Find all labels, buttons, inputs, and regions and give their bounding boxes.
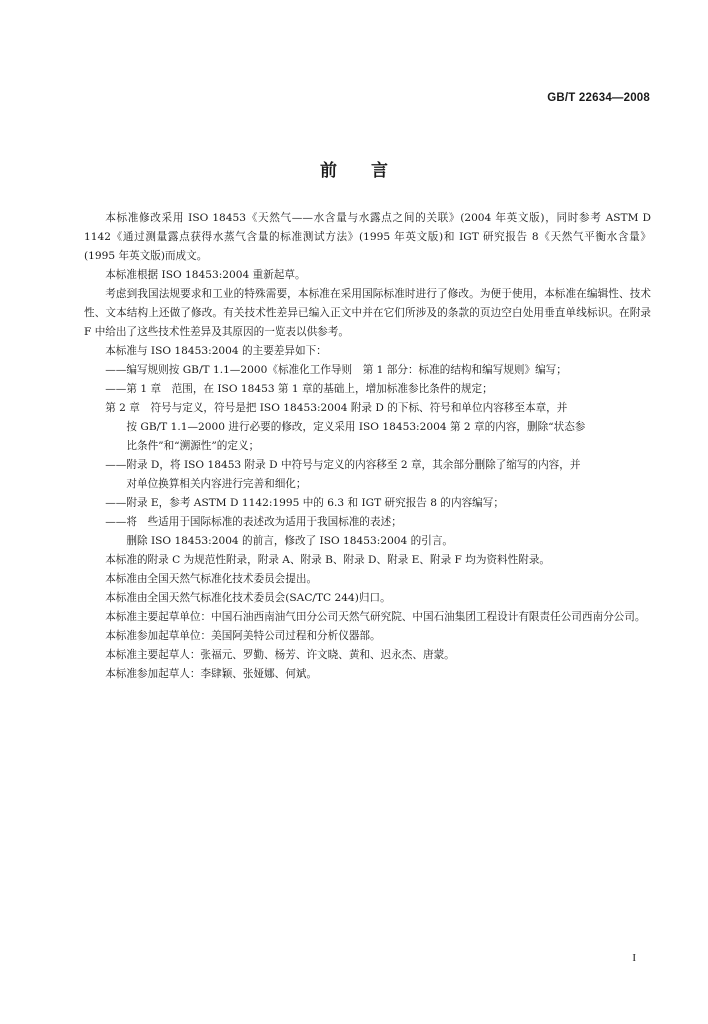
- list-item-continuation: 按 GB/T 1.1—2000 进行必要的修改，定义采用 ISO 18453:2004 第 2 章的内容，删除“状态参: [126, 421, 586, 433]
- paragraph: 本标准根据 ISO 18453:2004 重新起草。: [105, 269, 306, 281]
- paragraph: 本标准主要起草人：张福元、罗勤、杨芳、许文晓、黄和、迟永杰、唐蒙。: [105, 649, 455, 661]
- document-body: [84, 209, 651, 684]
- paragraph: 本标准与 ISO 18453:2004 的主要差异如下：: [105, 345, 327, 357]
- paragraph: 本标准参加起草人：李肆颖、张娅娜、何斌。: [105, 668, 318, 680]
- paragraph: 本标准的附录 C 为规范性附录，附录 A、附录 B、附录 D、附录 E、附录 F 均为资料性附录。: [105, 554, 551, 566]
- page-title: 前言: [320, 161, 422, 181]
- list-item-continuation: 对单位换算相关内容进行完善和细化；: [126, 478, 307, 490]
- list-item: ——第 1 章 范围，在 ISO 18453 第 1 章的基础上，增加标准参比条件的规定；: [105, 383, 493, 395]
- list-item: ——附录 D，将 ISO 18453 附录 D 中符号与定义的内容移至 2 章，其余部分删除了缩写的内容，并: [105, 459, 581, 471]
- paragraph: 本标准参加起草单位：美国阿美特公司过程和分析仪器部。: [105, 630, 381, 642]
- paragraph: 本标准由全国天然气标准化技术委员会(SAC/TC 244)归口。: [105, 592, 391, 604]
- paragraph: 本标准修改采用 ISO 18453《天然气——水含量与水露点之间的关联》(2004 年英文版)，同时参考 ASTM D 1142《通过测量露点获得水蒸气含量的标准测试方法》(1995 年英文版)和 IGT 研究报告 8《天然气平衡水含量》(1995 年英文版)而成文。: [84, 212, 651, 262]
- paragraph: 本标准主要起草单位：中国石油西南油气田分公司天然气研究院、中国石油集团工程设计有限责任公司西南分公司。: [105, 611, 646, 623]
- list-item: ——附录 E，参考 ASTM D 1142:1995 中的 6.3 和 IGT 研究报告 8 的内容编写；: [105, 497, 504, 509]
- paragraph: 考虑到我国法规要求和工业的特殊需要，本标准在采用国际标准时进行了修改。为便于使用，本标准在编辑性、技术性、文本结构上还做了修改。有关技术性差异已编入正文中并在它们所涉及的条款的页边空白处用垂直单线标识。在附录 F 中给出了这些技术性差异及其原因的一览表以供参考。: [84, 288, 651, 338]
- differences-list: [84, 361, 651, 551]
- standard-number: GB/T 22634—2008: [547, 92, 650, 104]
- list-item: 第 2 章 符号与定义，符号是把 ISO 18453:2004 附录 D 的下标、符号和单位内容移至本章，并: [105, 402, 568, 414]
- list-item-continuation: 比条件”和“溯源性”的定义；: [126, 440, 260, 452]
- page-number: I: [632, 952, 636, 964]
- list-item: ——编写规则按 GB/T 1.1—2000《标准化工作导则 第 1 部分：标准的结构和编写规则》编写；: [105, 364, 567, 376]
- paragraph: 本标准由全国天然气标准化技术委员会提出。: [105, 573, 318, 585]
- list-item-continuation: 删除 ISO 18453:2004 的前言，修改了 ISO 18453:2004 的引言。: [126, 535, 454, 547]
- list-item: ——将 些适用于国际标准的表述改为适用于我国标准的表述；: [105, 516, 402, 528]
